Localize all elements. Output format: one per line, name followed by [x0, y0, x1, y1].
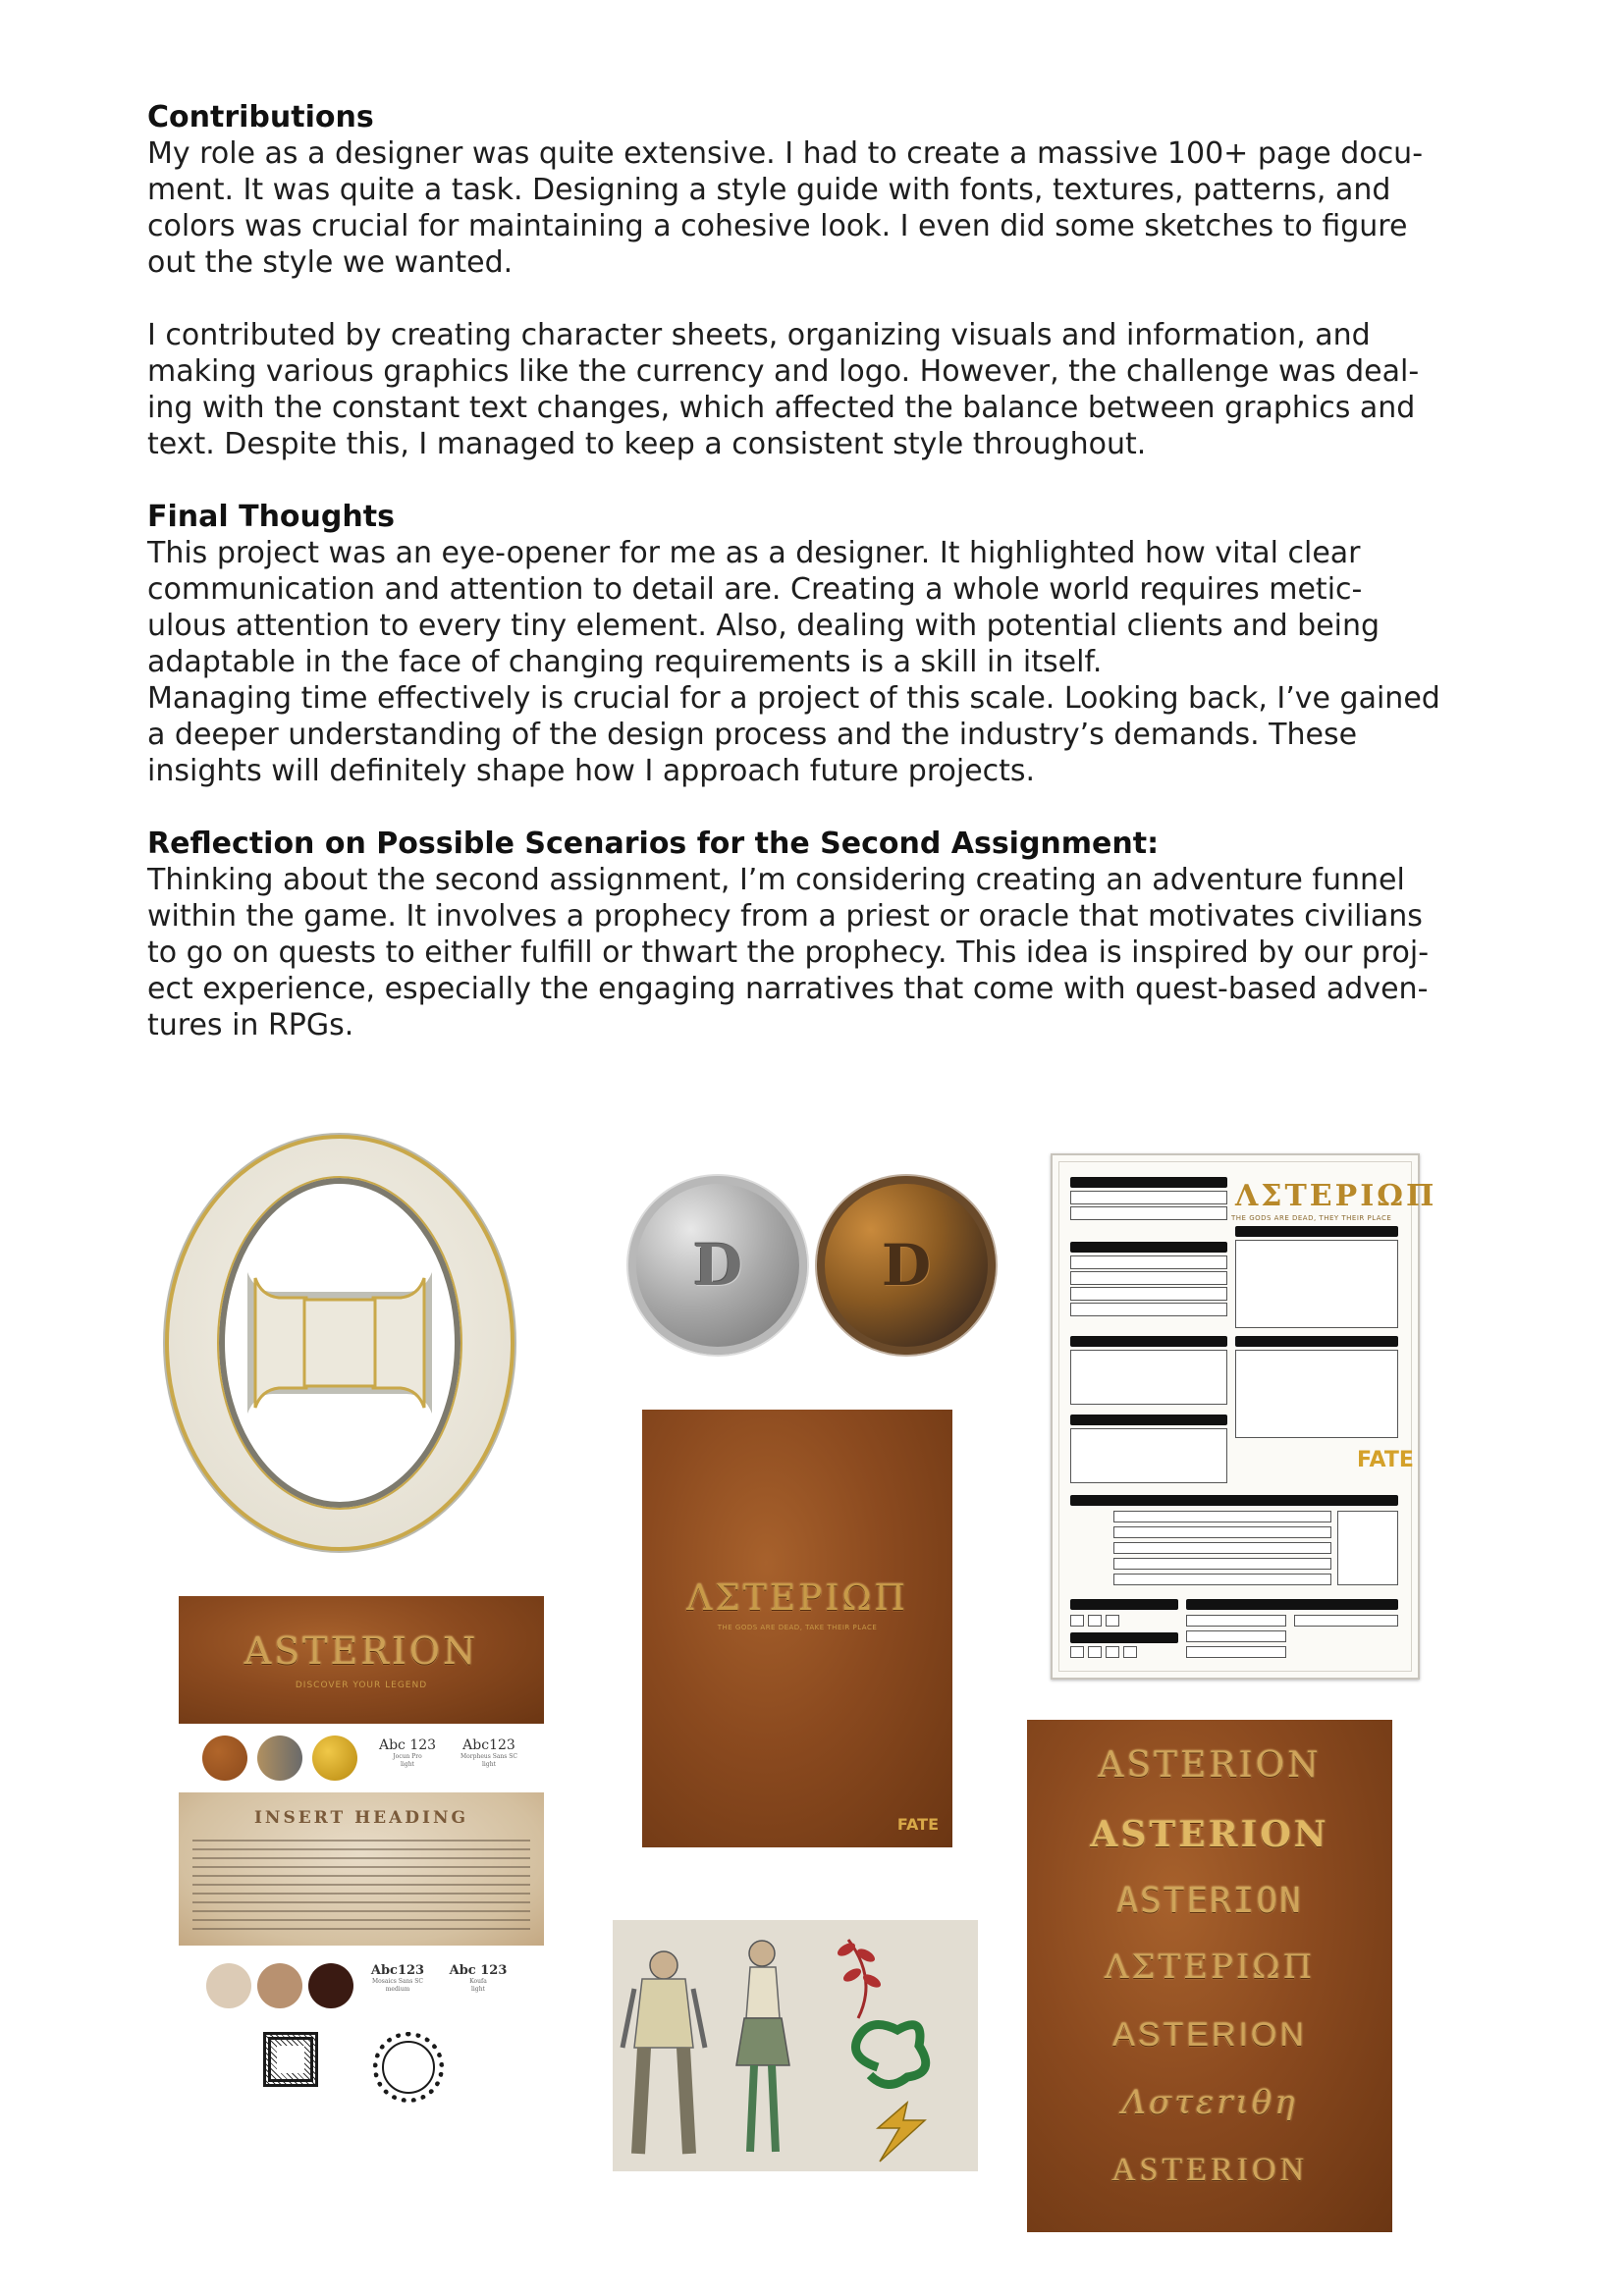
font-sample-3: Abc123 Mosaics Sans SC medium	[370, 1963, 425, 1993]
color-swatch-gold	[312, 1735, 357, 1781]
color-swatch-bronze	[257, 1735, 302, 1781]
paragraph: My role as a designer was quite extensive. I had to create a massive 100+ page docu- ment. It was quite a task. Designing a style guide with fonts, textures, patterns, and colors was crucial for maintaining a cohesive look. I even did some sketches to figure out the style we wanted.	[147, 136, 1424, 280]
paragraph: Thinking about the second assignment, I’m considering creating an adventure funnel within the game. It involves a prophecy from a priest or oracle that motivates civilians to go on quests to either fulfill or thwart the prophecy. This idea is inspired by our proj- ect experience, especially the engaging narratives that come with quest-based adven- tures in RPGs.	[147, 863, 1430, 1042]
fate-logo: FATE	[1357, 1448, 1414, 1472]
logo-variant: Λστεrιθη	[1121, 2083, 1298, 2122]
section-final-thoughts	[147, 499, 1492, 789]
sketch-illustration	[613, 1920, 978, 2171]
sheet-subtitle: THE GODS ARE DEAD, THEY THEIR PLACE	[1231, 1214, 1392, 1222]
theta-logo-icon	[157, 1127, 522, 1559]
sheet-title: ΛΣΤΕΡΙΩΠ	[1235, 1179, 1437, 1213]
bronze-coin	[817, 1176, 996, 1355]
pattern-frame-square	[263, 2032, 318, 2087]
paragraph: This project was an eye-opener for me as a designer. It highlighted how vital clear communication and attention to detail are. Creating a whole world requires metic- ulous attention to every tiny element. Also, dealing with potential clients and being adaptable in the face of changing requirements is a skill in itself. Managing time effectively is crucial for a project of this scale. Looking back, I’ve gained a deeper understanding of the design process and the industry’s demands. These insights will definitely shape how I approach future projects.	[147, 536, 1440, 788]
color-swatch-tan	[257, 1963, 302, 2008]
font-sample-2: Abc123 Morpheus Sans SC light	[460, 1737, 517, 1768]
section-heading: Reflection on Possible Scenarios for the Second Assignment:	[147, 827, 1160, 861]
section-reflection	[147, 826, 1492, 1043]
logo-variant: ASTERION	[1110, 2152, 1309, 2188]
coin-letter: D	[692, 1232, 743, 1299]
pattern-frame-circle	[373, 2032, 444, 2103]
logo-variant: ΛΣΤΕΡΙΩΠ	[1104, 1948, 1316, 1987]
paragraph: I contributed by creating character sheets, organizing visuals and information, and making various graphics like the currency and logo. However, the challenge was deal- ing with the constant text changes, which affected the balance between graphics and text. Despite this, I managed to keep a consistent style throughout.	[147, 318, 1420, 461]
banner-title: ASTERION	[244, 1629, 479, 1673]
silver-coin	[628, 1176, 807, 1355]
logo-variants-board	[1027, 1720, 1392, 2232]
heading-sample: INSERT HEADING	[253, 1808, 469, 1828]
logo-variant: ASTERION	[1098, 1745, 1322, 1786]
theta-logo-emblem	[157, 1127, 522, 1559]
logo-variant: ASTERION	[1090, 1814, 1329, 1855]
cover-title: ΛΣΤΕΡΙΩΠ	[686, 1578, 908, 1619]
section-contributions	[147, 99, 1492, 462]
section-heading: Contributions	[147, 100, 374, 134]
style-guide-banner	[179, 1596, 544, 1724]
lorem-text-lines	[192, 1840, 530, 1932]
color-swatch-sand	[206, 1963, 251, 2008]
logo-variant: ASTERION	[1116, 1881, 1303, 1921]
section-heading: Final Thoughts	[147, 500, 395, 534]
color-swatch-brown	[202, 1735, 247, 1781]
cover-subtitle: THE GODS ARE DEAD, TAKE THEIR PLACE	[717, 1624, 878, 1631]
book-cover	[642, 1410, 952, 1847]
font-sample-1: Abc 123 Jocun Pro light	[378, 1737, 437, 1768]
heading-sample-card	[179, 1792, 544, 1946]
coin-letter: D	[881, 1232, 932, 1299]
banner-subtitle: DISCOVER YOUR LEGEND	[295, 1681, 428, 1690]
logo-variant: ASTERION	[1112, 2016, 1307, 2054]
character-sketches	[613, 1920, 978, 2171]
font-sample-4: Abc 123 Koufa light	[449, 1963, 508, 1993]
cover-fate-logo: FATE	[896, 1815, 939, 1834]
color-swatch-dark	[308, 1963, 353, 2008]
character-sheet-preview	[1051, 1153, 1437, 1680]
